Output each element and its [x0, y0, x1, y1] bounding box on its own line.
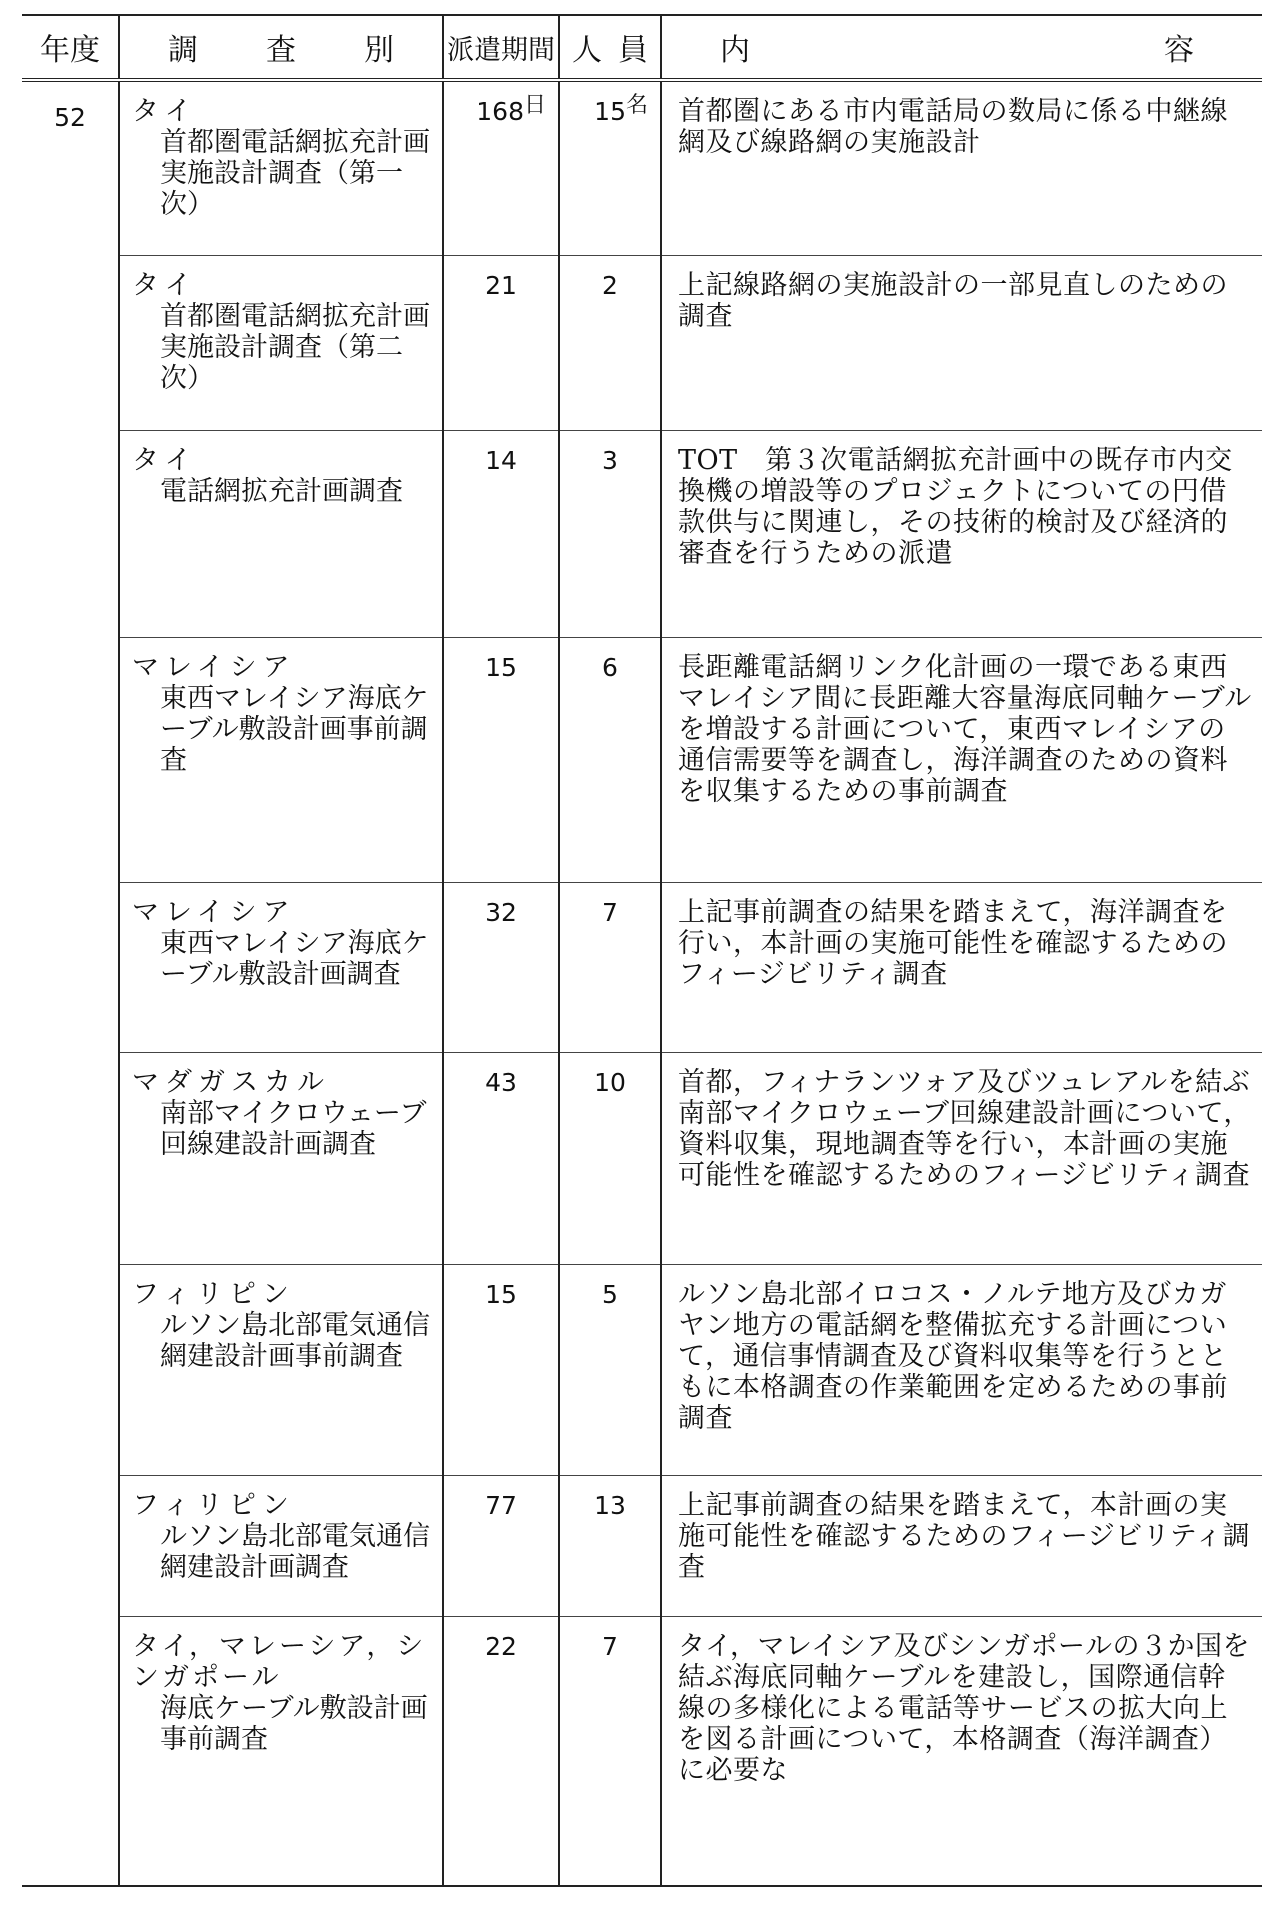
table-row: [22, 1052, 1262, 1264]
country: タイ: [132, 96, 198, 127]
header-survey: [119, 15, 443, 80]
content-cell: ルソン島北部イロコス・ノルテ地方及びカガヤン地方の電話網を整備拡充する計画について，通信事情調査及び資料収集等を行うとともに本格調査の作業範囲を定めるための事前調査: [661, 1264, 1262, 1475]
period-value: 15: [443, 637, 559, 882]
period-value: 21: [443, 255, 559, 430]
period-value: 32: [443, 882, 559, 1052]
fiscal-year: 52: [22, 80, 119, 1886]
survey-cell: [119, 1052, 443, 1264]
survey-table: [22, 14, 1262, 1887]
survey-cell: [119, 637, 443, 882]
staff-value: 5: [559, 1264, 661, 1475]
country: マレイシア: [132, 651, 296, 683]
period-value: 43: [443, 1052, 559, 1264]
header-year: 年度: [22, 15, 119, 80]
table-row: [22, 1264, 1262, 1475]
header-survey-part: 調: [168, 33, 198, 68]
period-value: 15: [443, 1264, 559, 1475]
content-cell: TOT 第３次電話網拡充計画中の既存市内交換機の増設等のプロジェクトについての円借款供与に関連し，その技術的検討及び経済的審査を行うための派遣: [661, 430, 1262, 637]
content-cell: 上記線路網の実施設計の一部見直しのための調査: [661, 255, 1262, 430]
table-row: [22, 637, 1262, 882]
project-name: 東西マレイシア海底ケーブル敷設計画調査: [160, 927, 429, 990]
table-row: [22, 1616, 1262, 1886]
period-value: 168: [476, 97, 524, 126]
content-cell: 上記事前調査の結果を踏まえて，海洋調査を行い，本計画の実施可能性を確認するためのフィージビリティ調査: [661, 882, 1262, 1052]
content-cell: 首都，フィナランツォア及びツュレアルを結ぶ南部マイクロウェーブ回線建設計画について，資料収集，現地調査等を行い，本計画の実施可能性を確認するためのフィージビリティ調査: [661, 1052, 1262, 1264]
staff-value: 13: [559, 1475, 661, 1616]
table-row: [22, 882, 1262, 1052]
country: タイ: [132, 269, 198, 301]
project-name: 首都圏電話網拡充計画実施設計調査（第二次）: [160, 300, 430, 394]
header-content-part: 内: [720, 33, 750, 68]
staff-value: 3: [559, 430, 661, 637]
period-value: 77: [443, 1475, 559, 1616]
staff-value: 15: [594, 97, 626, 126]
table-row: [22, 430, 1262, 637]
country: マレイシア: [132, 896, 296, 928]
header-row: [22, 15, 1262, 80]
project-name: 南部マイクロウェーブ回線建設計画調査: [160, 1097, 427, 1160]
table-row: [22, 255, 1262, 430]
content-cell: 長距離電話網リンク化計画の一環である東西マレイシア間に長距離大容量海底同軸ケーブルを増設する計画について，東西マレイシアの通信需要等を調査し，海洋調査のための資料を収集するための事前調査: [661, 637, 1262, 882]
content-cell: 首都圏にある市内電話局の数局に係る中継線網及び線路網の実施設計: [661, 80, 1262, 255]
project-name: 首都圏電話網拡充計画実施設計調査（第一次）: [160, 127, 430, 220]
period-value: 14: [443, 430, 559, 637]
country: フィリピン: [132, 1278, 295, 1310]
header-period: 派遣期間: [443, 15, 559, 80]
project-name: 海底ケーブル敷設計画事前調査: [160, 1692, 428, 1755]
country: マダガスカル: [132, 1066, 330, 1098]
period-cell: [443, 80, 559, 255]
survey-cell: [119, 882, 443, 1052]
content-cell: 上記事前調査の結果を踏まえて，本計画の実施可能性を確認するためのフィージビリティ調査: [661, 1475, 1262, 1616]
table-row: [22, 80, 1262, 255]
header-survey-part: 査: [266, 33, 296, 68]
staff-value: 10: [559, 1052, 661, 1264]
staff-value: 7: [559, 882, 661, 1052]
header-content-part: 容: [1164, 33, 1194, 68]
survey-cell: [119, 1264, 443, 1475]
country: フィリピン: [132, 1489, 295, 1521]
survey-cell: [119, 430, 443, 637]
period-unit: 日: [523, 93, 546, 118]
project-name: ルソン島北部電気通信網建設計画調査: [160, 1520, 430, 1583]
project-name: 東西マレイシア海底ケーブル敷設計画事前調査: [160, 682, 429, 776]
staff-value: 6: [559, 637, 661, 882]
project-name: 電話網拡充計画調査: [160, 475, 403, 507]
survey-cell: [119, 255, 443, 430]
table-row: [22, 1475, 1262, 1616]
project-name: ルソン島北部電気通信網建設計画事前調査: [160, 1309, 430, 1372]
header-staff-part: 員: [618, 33, 648, 68]
header-content: [661, 15, 1262, 80]
header-staff-part: 人: [572, 33, 602, 68]
survey-cell: [119, 80, 443, 255]
header-staff: [559, 15, 661, 80]
content-cell: タイ，マレイシア及びシンガポールの３か国を結ぶ海底同軸ケーブルを建設し，国際通信幹線の多様化による電話等サービスの拡大向上を図る計画について，本格調査（海洋調査）に必要な: [661, 1616, 1262, 1886]
staff-cell: [559, 80, 661, 255]
survey-cell: [119, 1475, 443, 1616]
period-value: 22: [443, 1616, 559, 1886]
staff-unit: 名: [625, 93, 648, 118]
header-survey-part: 別: [364, 33, 394, 68]
staff-value: 7: [559, 1616, 661, 1886]
survey-cell: [119, 1616, 443, 1886]
country: タイ: [132, 444, 198, 476]
country: タイ，マレーシア，シンガポール: [132, 1630, 427, 1693]
staff-value: 2: [559, 255, 661, 430]
